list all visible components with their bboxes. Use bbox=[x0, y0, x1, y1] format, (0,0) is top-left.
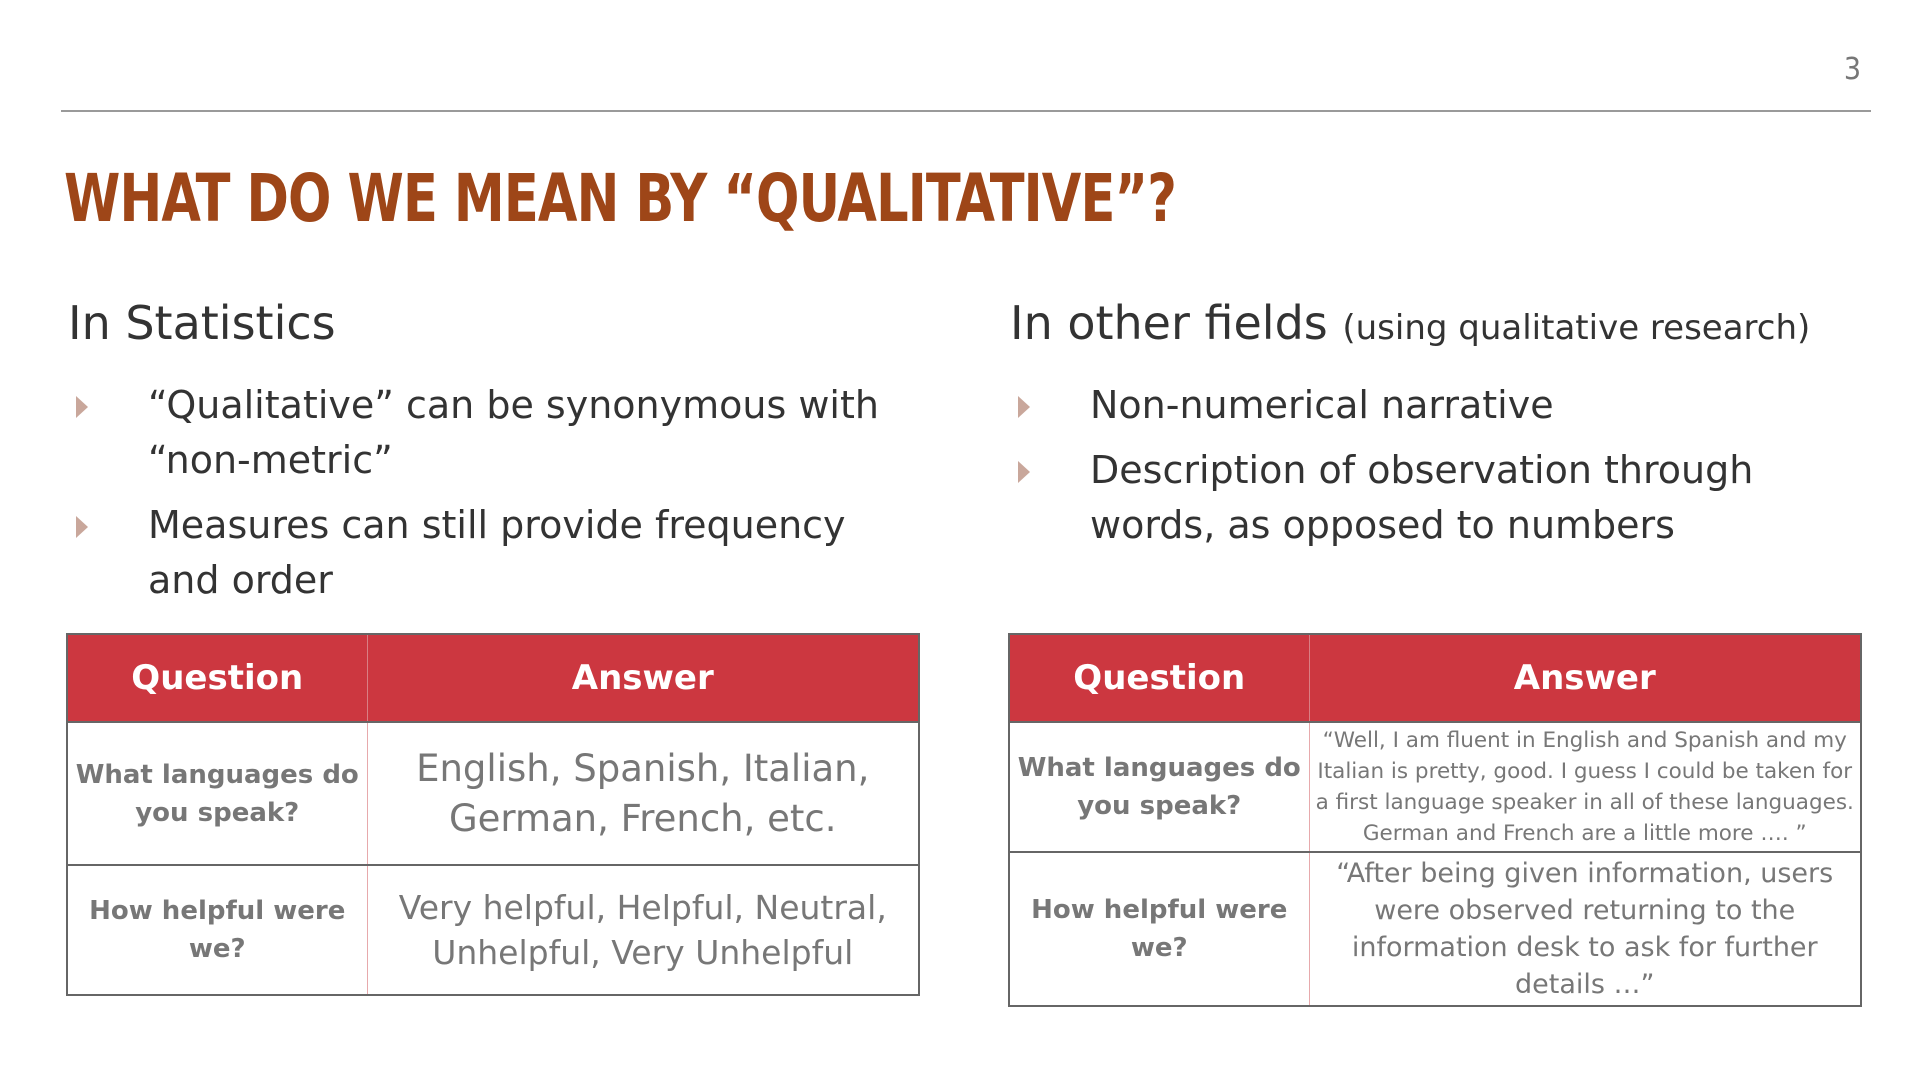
answer-cell: Very helpful, Helpful, Neutral, Unhelpful, Very Unhelpful bbox=[367, 865, 919, 995]
triangle-right-icon bbox=[1018, 396, 1030, 418]
right-bullet-text: Description of observation through words, as opposed to numbers bbox=[1090, 448, 1754, 547]
question-header: Question bbox=[1009, 634, 1309, 722]
answer-header: Answer bbox=[1309, 634, 1861, 722]
left-bullet-text: “Qualitative” can be synonymous with “non-metric” bbox=[148, 383, 879, 482]
right-bullet-item bbox=[1010, 443, 1870, 553]
question-header: Question bbox=[67, 634, 367, 722]
question-cell: What languages do you speak? bbox=[1009, 722, 1309, 852]
right-column-heading bbox=[1010, 296, 1810, 350]
table-header-row bbox=[67, 634, 919, 722]
triangle-right-icon bbox=[1018, 461, 1030, 483]
header-divider bbox=[61, 110, 1871, 112]
right-heading-subtext: (using qualitative research) bbox=[1342, 308, 1811, 348]
slide-title: WHAT DO WE MEAN BY “QUALITATIVE”? bbox=[64, 160, 1176, 237]
answer-header: Answer bbox=[367, 634, 919, 722]
left-bullet-text: Measures can still provide frequency and order bbox=[148, 503, 846, 602]
right-bullet-item bbox=[1010, 378, 1870, 433]
left-bullet-list bbox=[68, 378, 918, 618]
right-heading-text: In other fields bbox=[1010, 296, 1328, 350]
answer-cell: “After being given information, users were observed returning to the information desk to ask for further details …” bbox=[1309, 852, 1861, 1006]
left-column-heading bbox=[68, 296, 336, 350]
left-bullet-item bbox=[68, 378, 918, 488]
right-bullet-text: Non-numerical narrative bbox=[1090, 383, 1554, 427]
table-row bbox=[67, 722, 919, 865]
answer-cell: English, Spanish, Italian, German, French, etc. bbox=[367, 722, 919, 865]
right-bullet-list bbox=[1010, 378, 1870, 563]
left-table bbox=[66, 633, 920, 996]
right-table bbox=[1008, 633, 1862, 1007]
table-row bbox=[67, 865, 919, 995]
triangle-right-icon bbox=[76, 396, 88, 418]
triangle-right-icon bbox=[76, 516, 88, 538]
table-header-row bbox=[1009, 634, 1861, 722]
question-cell: How helpful were we? bbox=[67, 865, 367, 995]
table-row bbox=[1009, 722, 1861, 852]
question-cell: How helpful were we? bbox=[1009, 852, 1309, 1006]
question-cell: What languages do you speak? bbox=[67, 722, 367, 865]
left-bullet-item bbox=[68, 498, 918, 608]
left-heading-text: In Statistics bbox=[68, 296, 336, 350]
answer-cell: “Well, I am fluent in English and Spanish and my Italian is pretty, good. I guess I could be taken for a first language speaker in all of these languages. German and French are a little more …. ” bbox=[1309, 722, 1861, 852]
page-number: 3 bbox=[1843, 52, 1861, 87]
table-row bbox=[1009, 852, 1861, 1006]
